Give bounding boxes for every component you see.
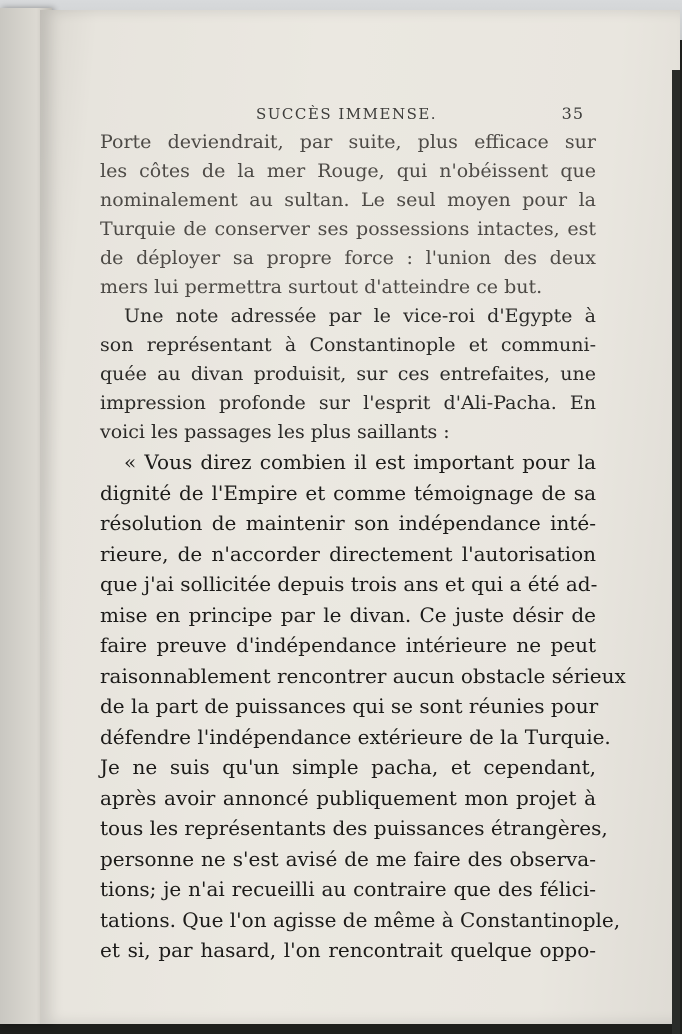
text-line: les côtes de la mer Rouge, qui n'obéissent que	[100, 160, 596, 182]
text-line: résolution de maintenir son indépendance inté-	[100, 511, 596, 535]
text-line: défendre l'indépendance extérieure de la Turquie.	[100, 724, 611, 749]
running-header	[214, 104, 584, 123]
text-line: rieure, de n'accorder directement l'autorisation	[100, 541, 596, 566]
text-line: et si, par hasard, l'on rencontrait quelque oppo-	[100, 938, 596, 962]
text-line: Porte deviendrait, par suite, plus efficace sur	[100, 131, 596, 153]
text-line: faire preuve d'indépendance intérieure ne peut	[100, 633, 596, 657]
book-cover-edge	[672, 70, 680, 1034]
text-line: dignité de l'Empire et comme témoignage de sa	[100, 480, 596, 505]
body-text	[100, 128, 626, 966]
text-line: Une note adressée par le vice-roi d'Egypte à	[124, 305, 596, 327]
text-line: Je ne suis qu'un simple pacha, et cependant,	[100, 755, 596, 779]
running-head-title: SUCCÈS IMMENSE.	[256, 105, 438, 123]
text-line: Turquie de conserver ses possessions intactes, est	[100, 218, 596, 240]
text-line: personne ne s'est avisé de me faire des observa-	[100, 846, 596, 871]
text-line: après avoir annoncé publiquement mon projet à	[100, 785, 596, 810]
text-line: impression profonde sur l'esprit d'Ali-Pacha. En	[100, 392, 596, 414]
text-line: de déployer sa propre force : l'union des deux	[100, 247, 596, 269]
text-line: tions; je n'ai recueilli au contraire que des félici-	[100, 877, 596, 901]
text-line: son représentant à Constantinople et communi-	[100, 334, 596, 356]
text-line: voici les passages les plus saillants :	[100, 421, 450, 443]
page-number: 35	[561, 104, 584, 123]
text-line: tations. Que l'on agisse de même à Constantinople,	[100, 907, 621, 932]
text-line: que j'ai sollicitée depuis trois ans et qui a été ad-	[100, 572, 598, 596]
text-line: quée au divan produisit, sur ces entrefaites, une	[100, 363, 596, 385]
text-line: « Vous direz combien il est important pour la	[124, 450, 596, 474]
text-line: mers lui permettra surtout d'atteindre ce but.	[100, 276, 543, 298]
text-line: tous les représentants des puissances étrangères,	[100, 816, 608, 840]
text-line: raisonnablement rencontrer aucun obstacle sérieux	[100, 663, 626, 688]
text-line: nominalement au sultan. Le seul moyen pour la	[100, 189, 596, 211]
text-line: mise en principe par le divan. Ce juste désir de	[100, 602, 596, 627]
text-line: de la part de puissances qui se sont réunies pour	[100, 694, 599, 718]
